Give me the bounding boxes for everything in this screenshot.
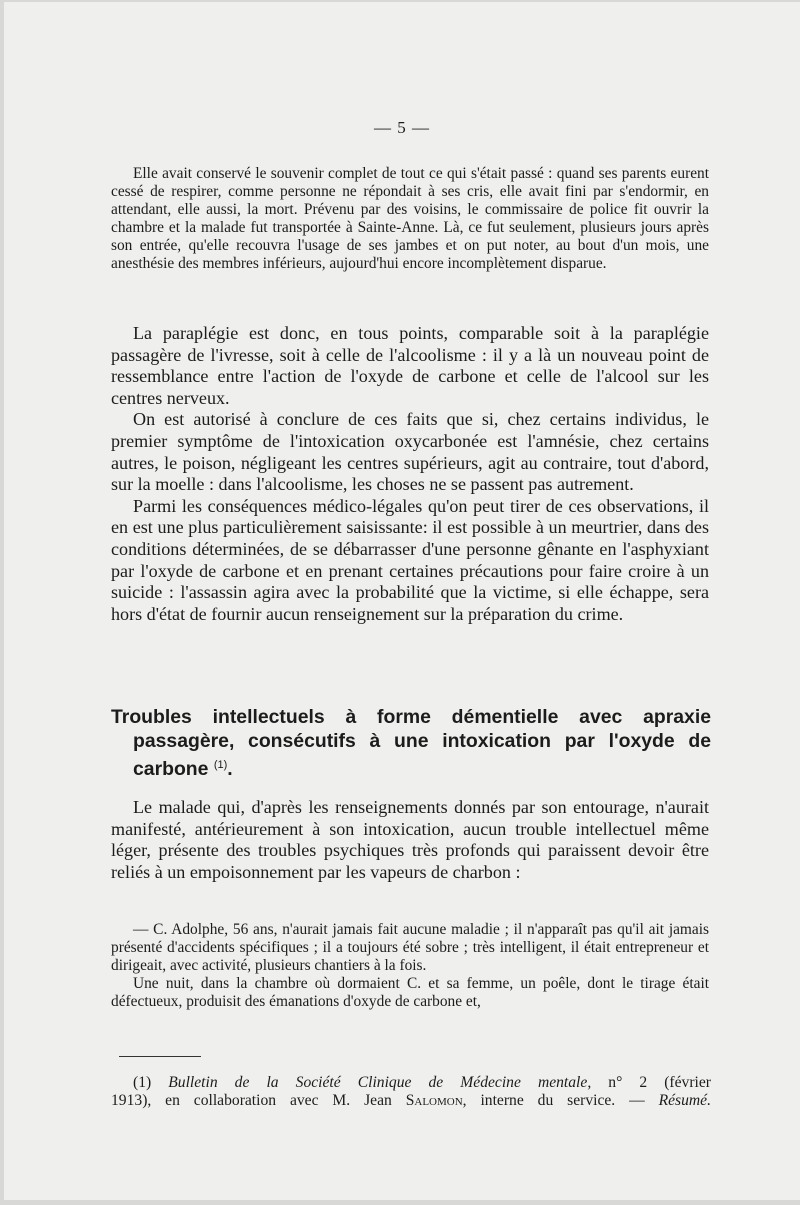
text-para2: La paraplégie est donc, en tous points, comparable soit à la paraplégie passagère de l'ivresse, soit à celle de l'alcoolisme : il y a là un nouveau point de ressemblance entre l'action de l'oxyde de carbone et celle de l'alcool sur les centres nerveux. <box>111 323 709 408</box>
heading-line-3 <box>111 753 711 781</box>
heading-line-2: passagère, consécutifs à une intoxication par l'oxyde de <box>133 730 711 752</box>
footnote-line2-start: 1913), en collaboration avec M. Jean <box>111 1092 392 1109</box>
text-para3: On est autorisé à conclure de ces faits que si, chez certains individus, le premier symptôme de l'intoxication oxycarbonée est l'amnésie, chez certains autres, le poison, négligeant les centres supérieurs, agit au contraire, tout d'abord, sur la moelle : dans l'alcoolisme, les choses ne se passent pas autrement. <box>111 409 709 495</box>
text-para7: Une nuit, dans la chambre où dormaient C. et sa femme, un poêle, dont le tirage était défectueux, produisit des émanations d'oxyde de carbone et, <box>111 974 709 1010</box>
paragraph-case-intro <box>111 797 709 883</box>
footnote-journal: Bulletin de la Société Clinique de Médecine mentale, <box>168 1074 592 1091</box>
footnote-marker: (1) <box>133 1074 152 1091</box>
section-heading <box>111 705 711 781</box>
text-para4: Parmi les conséquences médico-légales qu'on peut tirer de ces observations, il en est une plus particulièrement saisissante: il est possible à un meurtrier, dans des conditions déterminées, de se débarrasser d'une personne gênante en l'asphyxiant par l'oxyde de carbone et en prenant certaines précautions pour faire croire à un suicide : l'assassin agira avec la probabilité que la victime, si elle échappe, sera hors d'état de fournir aucun renseignement sur la préparation du crime. <box>111 495 709 624</box>
heading-line-1: Troubles intellectuels à forme démentielle avec apraxie <box>111 706 711 728</box>
footnote-issue: n° 2 (février <box>608 1074 711 1091</box>
footnote-line2-end: , interne du service. — <box>462 1092 645 1109</box>
footnote-line-2 <box>111 1092 711 1110</box>
paragraphs-discussion <box>111 323 709 625</box>
text-para6: — C. Adolphe, 56 ans, n'aurait jamais fait aucune maladie ; il n'apparaît pas qu'il ait jamais présenté d'accidents spécifiques ; il a toujours été sobre ; très intelligent, il était entrepreneur et dirigeait, avec activité, plusieurs chantiers à la fois. <box>111 921 709 974</box>
heading-line-3-text: carbone <box>133 758 209 780</box>
paragraph-case-details <box>111 921 709 1011</box>
text-para1: Elle avait conservé le souvenir complet de tout ce qui s'était passé : quand ses parents eurent cessé de respirer, comme personne ne répondait à ses cris, elle avait fini par s'endormir, en attendant, elle aussi, la mort. Prévenu par des voisins, le commissaire de police fit ouvrir la chambre et la malade fut transportée à Sainte-Anne. Là, ce fut seulement, plusieurs jours après son entrée, qu'elle recouvra l'usage de ses jambes et on put noter, au bout d'un mois, une anesthésie des membres inférieurs, aujourd'hui encore incomplètement disparue. <box>111 165 709 272</box>
footnote-resume: Résumé. <box>658 1092 711 1109</box>
document-page <box>4 2 800 1200</box>
paragraph-case-recollection <box>111 165 709 272</box>
page-number: — 5 — <box>374 118 430 137</box>
footnote-divider <box>119 1056 201 1057</box>
footnote <box>111 1074 711 1110</box>
text-para5: Le malade qui, d'après les renseignements donnés par son entourage, n'aurait manifesté, antérieurement à son intoxication, aucun trouble intellectuel même léger, présente des troubles psychiques très profonds qui paraissent devoir être reliés à un empoisonnement par les vapeurs de charbon : <box>111 797 709 882</box>
footnote-reference[interactable]: (1) <box>213 759 228 771</box>
footnote-line-1 <box>111 1074 711 1092</box>
heading-end: . <box>227 758 233 780</box>
footnote-collaborator: Salomon <box>405 1092 463 1109</box>
